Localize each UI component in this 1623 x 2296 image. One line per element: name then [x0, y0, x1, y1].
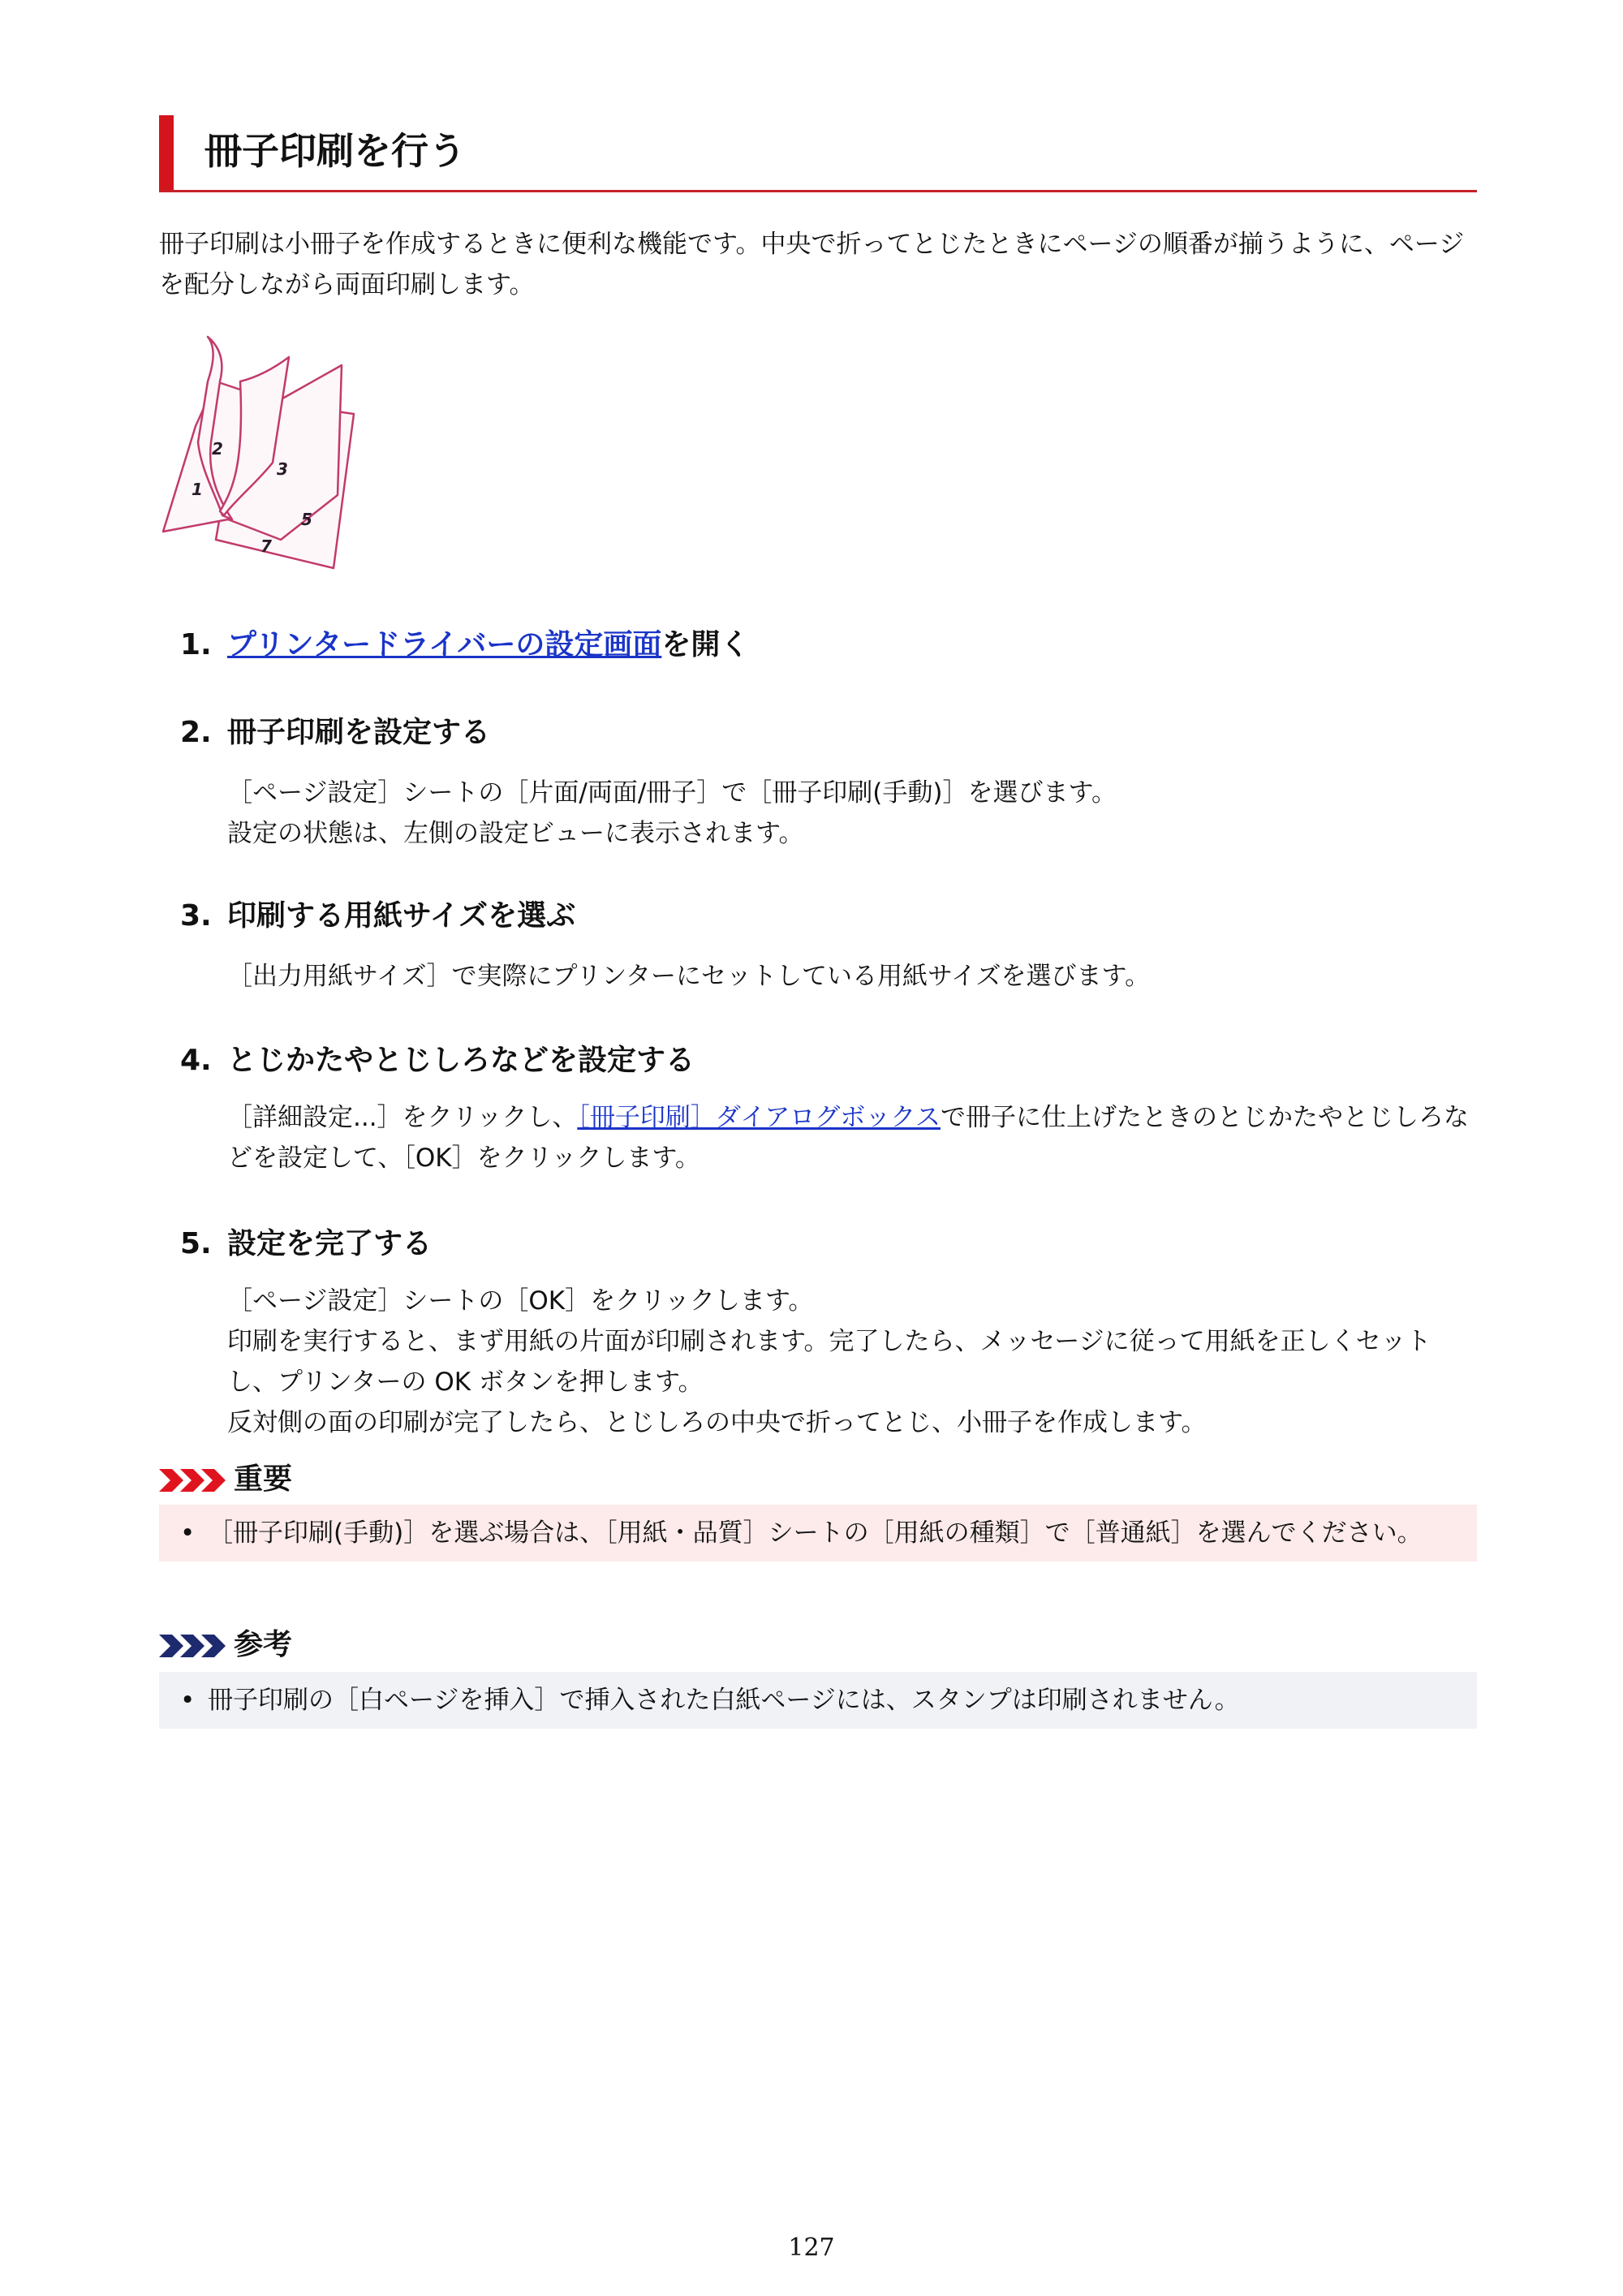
- reference-bullet: •: [180, 1686, 196, 1715]
- booklet-dialog-link[interactable]: ［冊子印刷］ダイアログボックス: [577, 1103, 941, 1132]
- page-number: 127: [788, 2234, 835, 2262]
- step-3-number: 3.: [180, 899, 212, 933]
- reference-text: 冊子印刷の［白ページを挿入］で挿入された白紙ページには、スタンプは印刷されません。: [208, 1686, 1240, 1715]
- step-2-number: 2.: [180, 716, 212, 749]
- step-5-body: [227, 1281, 1477, 1443]
- important-box: [159, 1505, 1477, 1562]
- booklet-page-label: 2: [212, 439, 223, 459]
- reference-chevron-icon: [159, 1635, 227, 1657]
- booklet-illustration: [159, 333, 362, 576]
- step-3-line: ［出力用紙サイズ］で実際にプリンターにセットしている用紙サイズを選びます。: [227, 962, 1151, 991]
- step-2-line: ［ページ設定］シートの［片面/両面/冊子］で［冊子印刷(手動)］を選びます。: [227, 778, 1117, 808]
- step-2-line: 設定の状態は、左側の設定ビューに表示されます。: [227, 819, 804, 848]
- step-5-line: ［ページ設定］シートの［OK］をクリックします。: [227, 1286, 814, 1316]
- page-title: 冊子印刷を行う: [204, 129, 466, 173]
- step-5-line: 印刷を実行すると、まず用紙の片面が印刷されます。完了したら、メッセージに従って用紙を正しくセットし、プリンターの OK ボタンを押します。: [227, 1327, 1431, 1397]
- step-5-number: 5.: [180, 1227, 212, 1260]
- step-1-number: 1.: [180, 628, 212, 661]
- intro-paragraph: 冊子印刷は小冊子を作成するときに便利な機能です。中央で折ってとじたときにページの順番が揃うように、ページを配分しながら両面印刷します。: [159, 230, 1465, 299]
- step-4-heading: とじかたやとじしろなどを設定する: [227, 1044, 695, 1077]
- important-bullet: •: [180, 1518, 196, 1548]
- step-2-heading: 冊子印刷を設定する: [227, 716, 491, 749]
- step-1-heading: [227, 625, 749, 666]
- step-5-line: 反対側の面の印刷が完了したら、とじしろの中央で折ってとじ、小冊子を作成します。: [227, 1408, 1207, 1437]
- step-4-number: 4.: [180, 1044, 212, 1077]
- booklet-page-label: 7: [260, 536, 272, 556]
- step-4-text-post: で冊子に仕上げたときのとじかたやとじしろなどを設定して、［OK］をクリックします。: [227, 1103, 1469, 1173]
- driver-settings-link[interactable]: プリンタードライバーの設定画面: [227, 628, 662, 661]
- title-accent-bar: [159, 115, 174, 190]
- step-5-heading: 設定を完了する: [227, 1227, 433, 1260]
- important-chevron-icon: [159, 1469, 227, 1492]
- step-3-heading: 印刷する用紙サイズを選ぶ: [227, 899, 576, 933]
- important-title: 重要: [234, 1462, 293, 1496]
- booklet-page-label: 5: [301, 510, 312, 529]
- step-1-heading-rest: を開く: [661, 628, 750, 661]
- step-2-body: [227, 773, 1477, 854]
- important-text: ［冊子印刷(手動)］を選ぶ場合は、［用紙・品質］シートの［用紙の種類］で［普通紙］を選んでください。: [208, 1518, 1423, 1548]
- reference-title: 参考: [234, 1628, 293, 1661]
- booklet-page-label: 1: [192, 480, 203, 499]
- reference-box: [159, 1672, 1477, 1729]
- booklet-page-label: 3: [277, 459, 288, 479]
- step-4-body: [227, 1097, 1477, 1178]
- step-4-text-pre: ［詳細設定...］をクリックし、: [227, 1103, 578, 1132]
- step-3-body: [227, 956, 1477, 997]
- title-section: [159, 115, 1477, 192]
